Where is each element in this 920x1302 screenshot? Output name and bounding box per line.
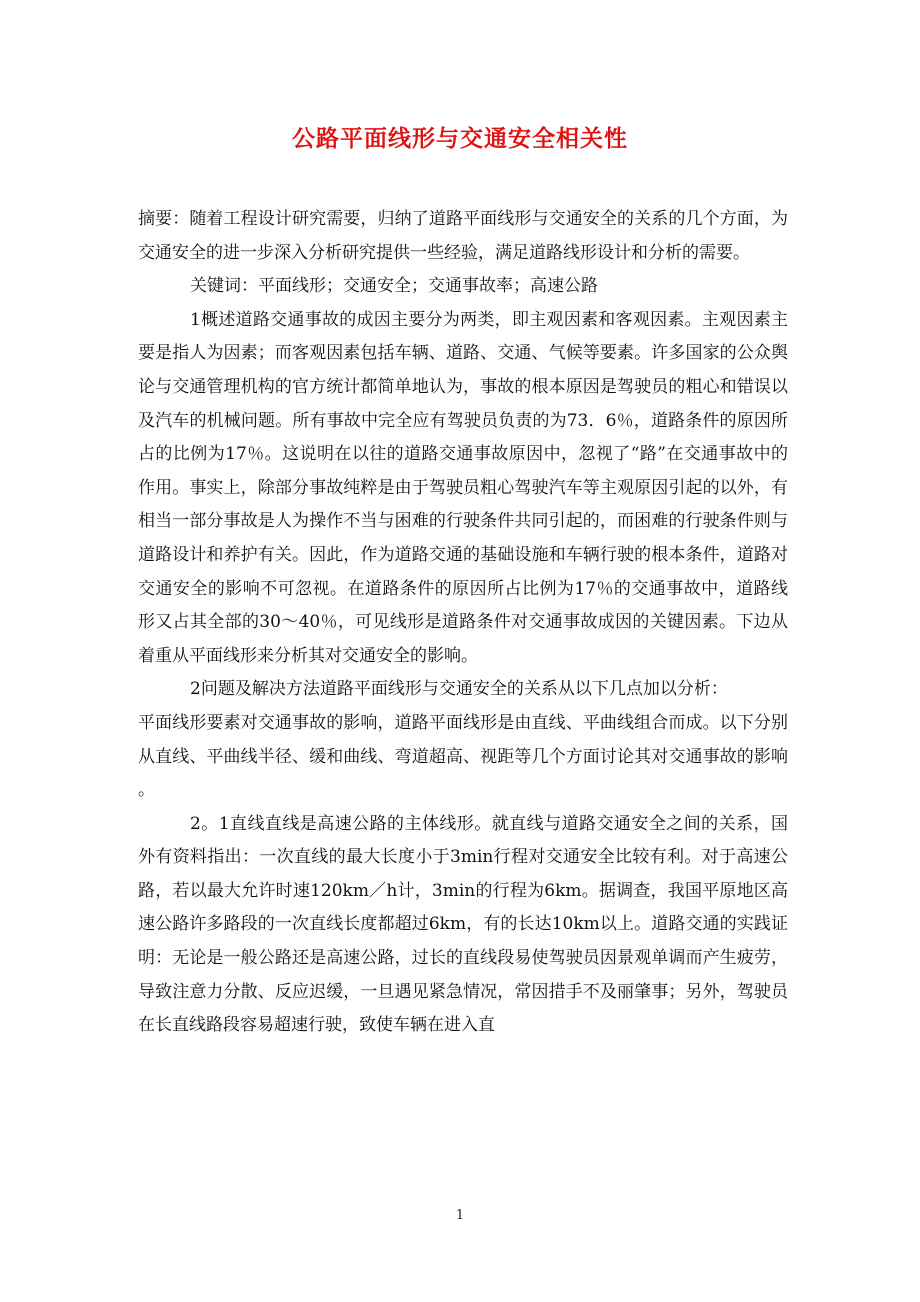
section-1-paragraph: 1概述道路交通事故的成因主要分为两类，即主观因素和客观因素。主观因素主要是指人为因素；而客观因素包括车辆、道路、交通、气候等要素。许多国家的公众舆论与交通管理机构的官方统计都简单地认为，事故的根本原因是驾驶员的粗心和错误以及汽车的机械问题。所有事故中完全应有驾驶员负责的为73．6％，道路条件的原因所占的比例为17％。这说明在以往的道路交通事故原因中，忽视了“路”在交通事故中的作用。事实上，除部分事故纯粹是由于驾驶员粗心驾驶汽车等主观原因引起的以外，有相当一部分事故是人为操作不当与困难的行驶条件共同引起的，而困难的行驶条件则与道路设计和养护有关。因此，作为道路交通的基础设施和车辆行驶的根本条件，道路对交通安全的影响不可忽视。在道路条件的原因所占比例为17％的交通事故中，道路线形又占其全部的30～40％，可见线形是道路条件对交通事故成因的关键因素。下边从着重从平面线形来分析其对交通安全的影响。 — [138, 309, 788, 666]
section-2-1-paragraph: 2。1直线直线是高速公路的主体线形。就直线与道路交通安全之间的关系，国外有资料指出：一次直线的最大长度小于3min行程对交通安全比较有利。对于高速公路，若以最大允许时速120km／h计，3min的行程为6km。据调查，我国平原地区高速公路许多路段的一次直线长度都超过6km，有的长达10km以上。道路交通的实践证明：无论是一般公路还是高速公路，过长的直线段易使驾驶员因景观单调而产生疲劳，导致注意力分散、反应迟缓，一旦遇见紧急情况，常因措手不及丽肇事；另外，驾驶员在长直线路段容易超速行驶，致使车辆在进入直 — [138, 813, 788, 1036]
section-2-continuation-paragraph: 平面线形要素对交通事故的影响，道路平面线形是由直线、平曲线组合而成。以下分别从直线、平曲线半径、缓和曲线、弯道超高、视距等几个方面讨论其对交通事故的影响。 — [138, 712, 788, 801]
keywords-paragraph: 关键词：平面线形；交通安全；交通事故率；高速公路 — [190, 276, 598, 297]
document-title: 公路平面线形与交通安全相关性 — [292, 125, 628, 152]
abstract-paragraph: 摘要：随着工程设计研究需要，归纳了道路平面线形与交通安全的关系的几个方面，为交通安全的进一步深入分析研究提供一些经验，满足道路线形设计和分析的需要。 — [138, 209, 788, 263]
page-number: 1 — [455, 1208, 465, 1223]
document-body — [138, 203, 788, 1043]
section-2-paragraph: 2问题及解决方法道路平面线形与交通安全的关系从以下几点加以分析： — [190, 679, 728, 700]
